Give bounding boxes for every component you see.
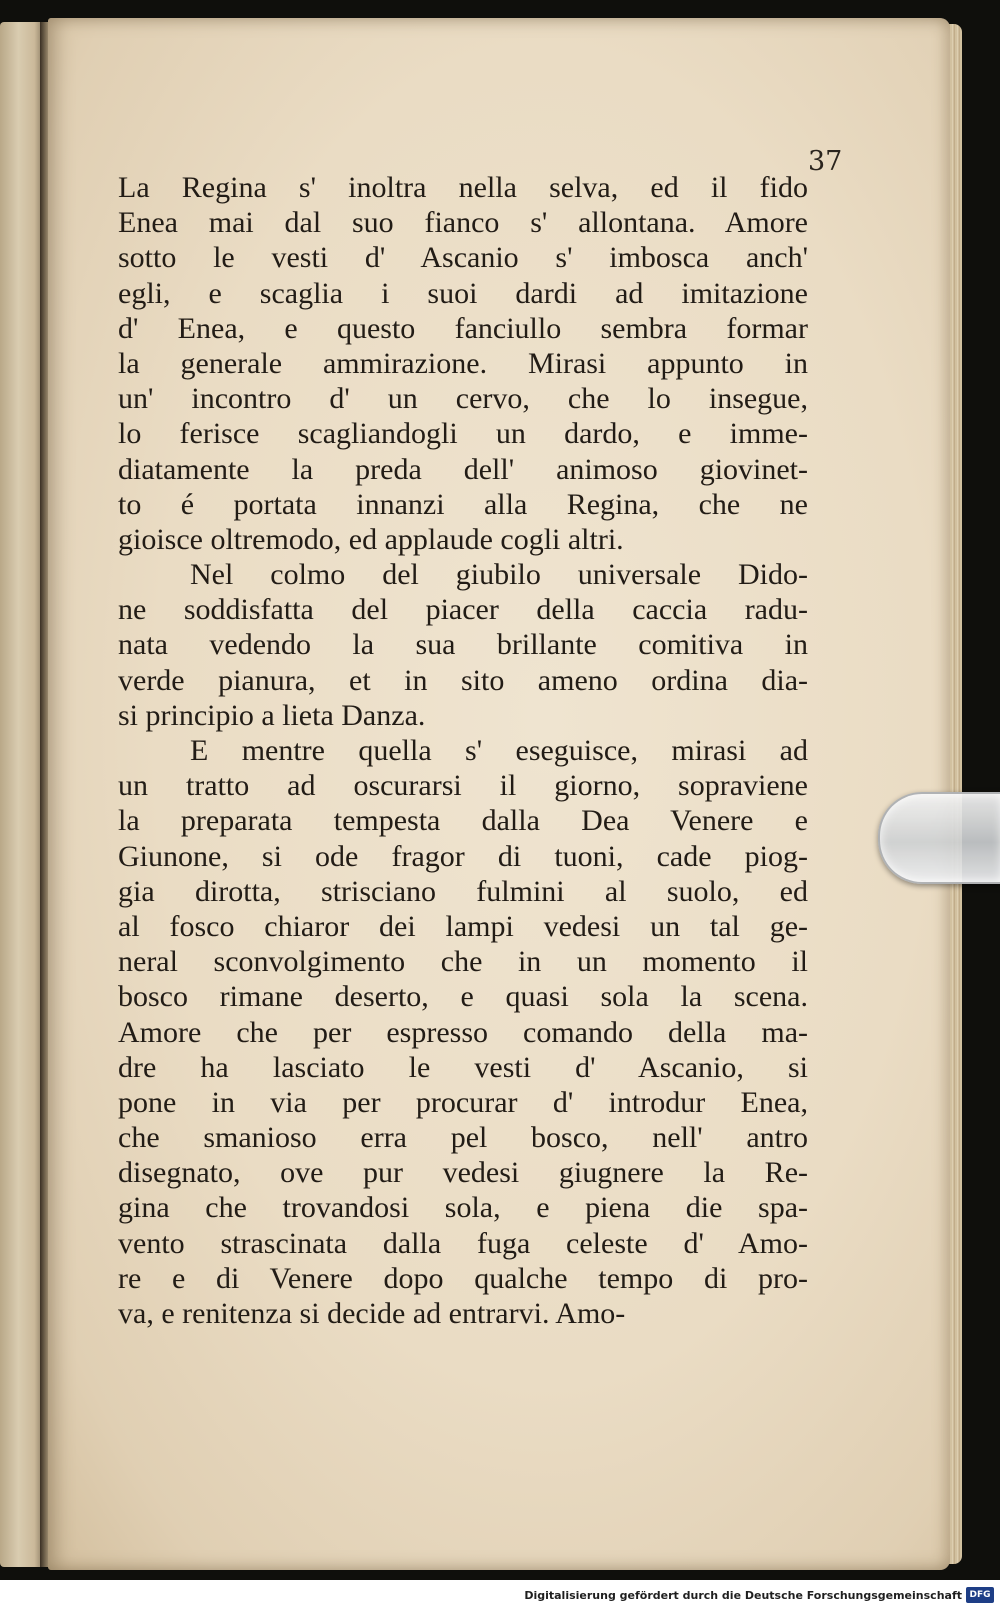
- text-line: un' incontro d' un cervo, che lo insegue,: [118, 382, 808, 416]
- text-line: bosco rimane deserto, e quasi sola la scena.: [118, 980, 808, 1014]
- text-line: verde pianura, et in sito ameno ordina dia-: [118, 663, 808, 697]
- footer-bar: [0, 1580, 1000, 1611]
- text-line: neral sconvolgimento che in un momento il: [118, 945, 808, 979]
- text-line: gia dirotta, strisciano fulmini al suolo, ed: [118, 874, 808, 908]
- text-line: to é portata innanzi alla Regina, che ne: [118, 487, 808, 521]
- text-line: diatamente la preda dell' animoso giovinet-: [118, 452, 808, 486]
- page-text-block: [118, 170, 808, 1331]
- digitization-credit: Digitalisierung gefördert durch die Deutsche Forschungsgemeinschaft: [524, 1589, 962, 1602]
- text-line: Enea mai dal suo fianco s' allontana. Amore: [118, 206, 808, 240]
- text-line: E mentre quella s' eseguisce, mirasi ad: [190, 734, 808, 767]
- text-line: Nel colmo del giubilo universale Dido-: [190, 558, 808, 592]
- text-line: Giunone, si ode fragor di tuoni, cade piog-: [118, 839, 808, 873]
- text-line: al fosco chiaror dei lampi vedesi un tal ge-: [118, 909, 808, 943]
- page-number: 37: [808, 146, 843, 177]
- text-line: dre ha lasciato le vesti d' Ascanio, si: [118, 1050, 808, 1084]
- text-line: che smanioso erra pel bosco, nell' antro: [118, 1121, 808, 1155]
- text-line: disegnato, ove pur vedesi giugnere la Re-: [118, 1156, 808, 1190]
- text-line: vento strascinata dalla fuga celeste d' Amo-: [118, 1226, 808, 1260]
- text-line: d' Enea, e questo fanciullo sembra formar: [118, 311, 808, 345]
- dfg-logo: DFG: [966, 1587, 994, 1603]
- text-line: La Regina s' inoltra nella selva, ed il fido: [118, 171, 808, 204]
- text-line: gina che trovandosi sola, e piena die spa-: [118, 1191, 808, 1225]
- glass-page-holder: [878, 792, 1000, 884]
- text-line: ne soddisfatta del piacer della caccia radu-: [118, 593, 808, 627]
- text-line: si principio a lieta Danza.: [118, 698, 426, 732]
- text-line: la generale ammirazione. Mirasi appunto in: [118, 346, 808, 380]
- text-line: egli, e scaglia i suoi dardi ad imitazione: [118, 276, 808, 310]
- text-line: va, e renitenza si decide ad entrarvi. Amo-: [118, 1297, 626, 1330]
- text-line: lo ferisce scagliandogli un dardo, e imme-: [118, 417, 808, 451]
- text-line: un tratto ad oscurarsi il giorno, sopraviene: [118, 769, 808, 803]
- text-line: re e di Venere dopo qualche tempo di pro-: [118, 1261, 808, 1295]
- text-line: la preparata tempesta dalla Dea Venere e: [118, 804, 808, 838]
- text-line: Amore che per espresso comando della ma-: [118, 1015, 808, 1049]
- text-line: gioisce oltremodo, ed applaude cogli altri.: [118, 522, 624, 556]
- text-line: sotto le vesti d' Ascanio s' imbosca anch': [118, 241, 808, 275]
- text-line: nata vedendo la sua brillante comitiva in: [118, 628, 808, 662]
- text-line: pone in via per procurar d' introdur Enea,: [118, 1085, 808, 1119]
